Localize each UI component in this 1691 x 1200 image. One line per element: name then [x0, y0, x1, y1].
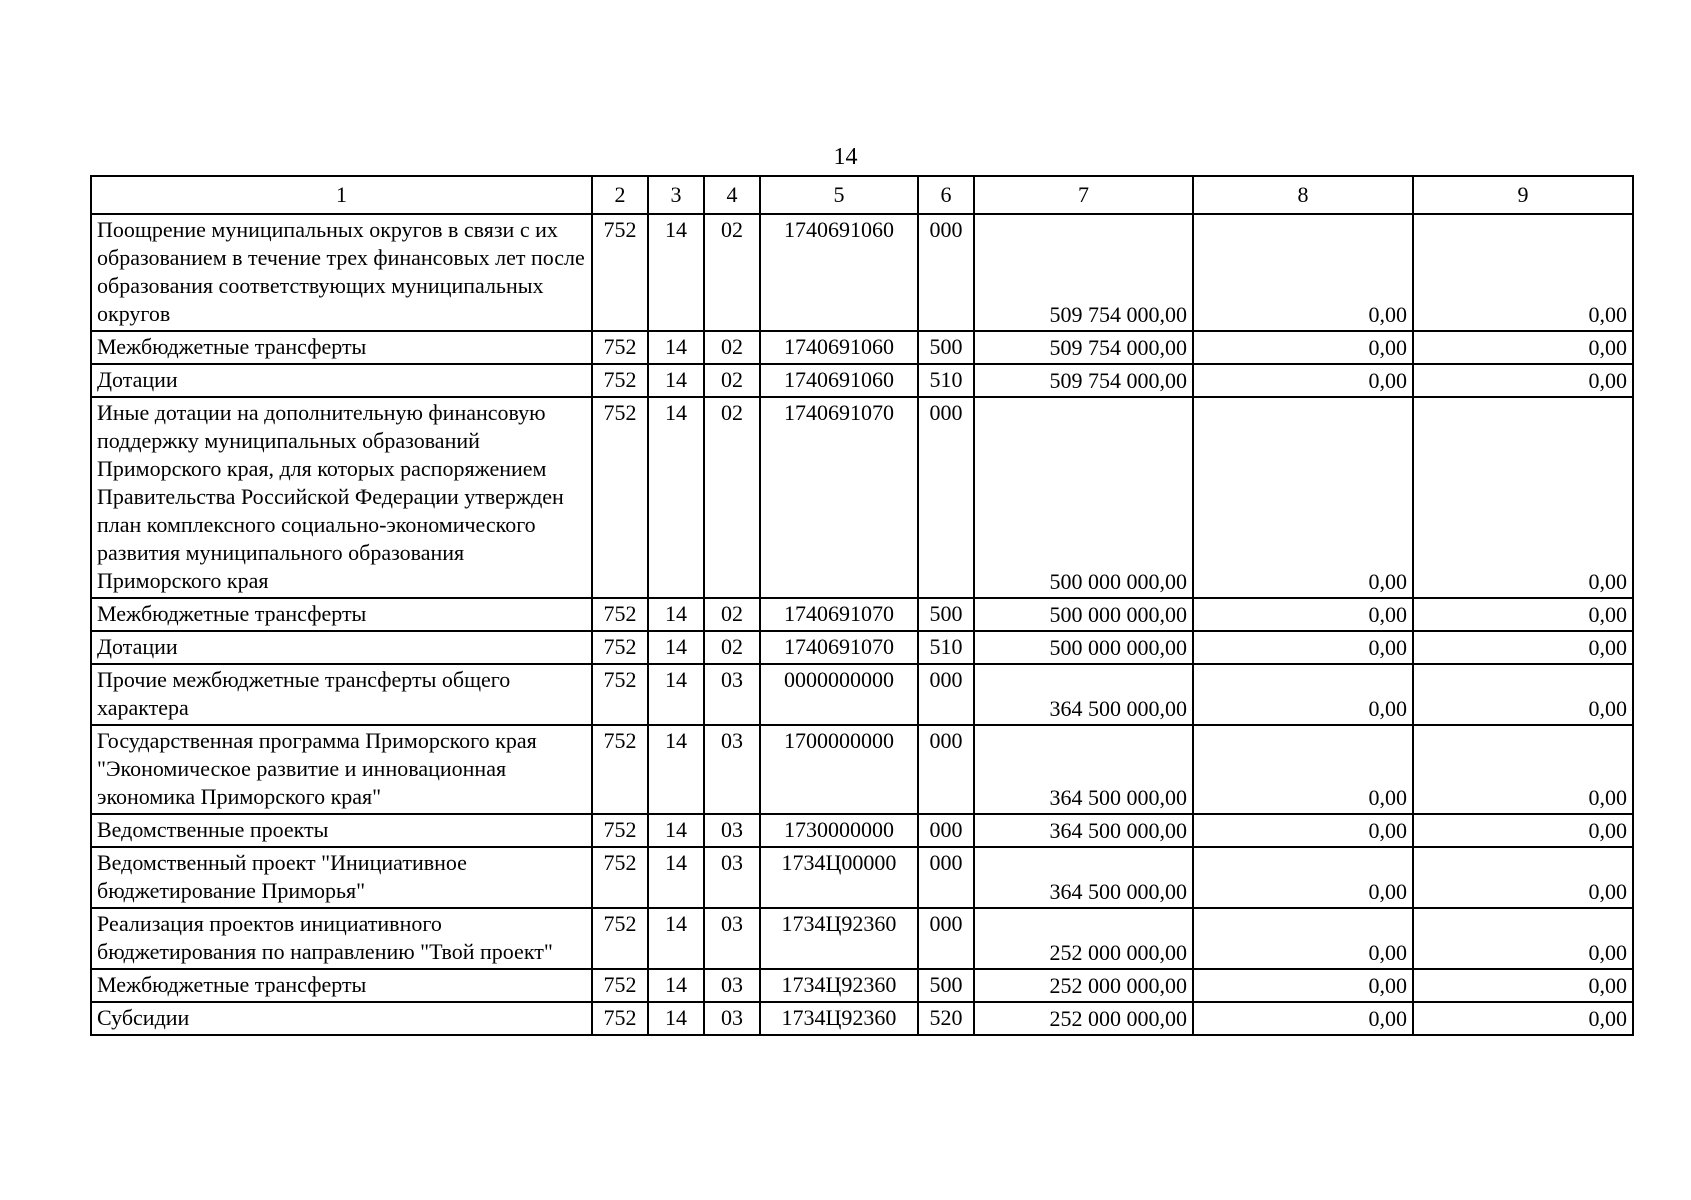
cell-c5: 1740691070 — [760, 397, 918, 598]
cell-c4: 02 — [704, 214, 760, 331]
table-row — [91, 214, 1633, 331]
table-row — [91, 397, 1633, 598]
cell-c9: 0,00 — [1413, 1002, 1633, 1035]
cell-c9: 0,00 — [1413, 664, 1633, 725]
table-row — [91, 814, 1633, 847]
cell-c8: 0,00 — [1193, 814, 1413, 847]
cell-c2: 752 — [592, 969, 648, 1002]
cell-c9: 0,00 — [1413, 598, 1633, 631]
cell-c2: 752 — [592, 598, 648, 631]
column-header: 2 — [592, 176, 648, 214]
cell-c4: 03 — [704, 847, 760, 908]
cell-c6: 000 — [918, 908, 974, 969]
cell-c4: 03 — [704, 969, 760, 1002]
column-header: 3 — [648, 176, 704, 214]
cell-c3: 14 — [648, 631, 704, 664]
cell-c3: 14 — [648, 814, 704, 847]
cell-c4: 02 — [704, 631, 760, 664]
cell-c6: 000 — [918, 214, 974, 331]
column-header: 5 — [760, 176, 918, 214]
cell-c6: 500 — [918, 969, 974, 1002]
cell-c5: 1734Ц92360 — [760, 969, 918, 1002]
cell-c8: 0,00 — [1193, 664, 1413, 725]
cell-c2: 752 — [592, 664, 648, 725]
table-row — [91, 364, 1633, 397]
cell-c3: 14 — [648, 725, 704, 814]
cell-c7: 500 000 000,00 — [974, 598, 1193, 631]
cell-name: Реализация проектов инициативного бюджетирования по направлению "Твой проект" — [91, 908, 592, 969]
cell-c6: 500 — [918, 598, 974, 631]
cell-c6: 510 — [918, 631, 974, 664]
cell-c9: 0,00 — [1413, 908, 1633, 969]
column-header: 7 — [974, 176, 1193, 214]
cell-c7: 364 500 000,00 — [974, 725, 1193, 814]
cell-c8: 0,00 — [1193, 331, 1413, 364]
header-row — [91, 176, 1633, 214]
cell-c2: 752 — [592, 847, 648, 908]
cell-c9: 0,00 — [1413, 969, 1633, 1002]
page-number: 14 — [833, 144, 858, 170]
cell-name: Прочие межбюджетные трансферты общего характера — [91, 664, 592, 725]
column-header: 4 — [704, 176, 760, 214]
table-row — [91, 969, 1633, 1002]
cell-c5: 0000000000 — [760, 664, 918, 725]
table-row — [91, 847, 1633, 908]
column-header: 8 — [1193, 176, 1413, 214]
cell-c3: 14 — [648, 847, 704, 908]
cell-c9: 0,00 — [1413, 631, 1633, 664]
table-row — [91, 1002, 1633, 1035]
cell-c7: 364 500 000,00 — [974, 814, 1193, 847]
cell-c8: 0,00 — [1193, 598, 1413, 631]
table-row — [91, 908, 1633, 969]
cell-c3: 14 — [648, 1002, 704, 1035]
cell-c8: 0,00 — [1193, 725, 1413, 814]
cell-name: Межбюджетные трансферты — [91, 969, 592, 1002]
cell-c3: 14 — [648, 969, 704, 1002]
cell-c8: 0,00 — [1193, 214, 1413, 331]
cell-c6: 500 — [918, 331, 974, 364]
cell-name: Государственная программа Приморского края "Экономическое развитие и инновационная экономика Приморского края" — [91, 725, 592, 814]
cell-c2: 752 — [592, 908, 648, 969]
cell-c7: 500 000 000,00 — [974, 631, 1193, 664]
cell-c6: 000 — [918, 725, 974, 814]
cell-c8: 0,00 — [1193, 847, 1413, 908]
cell-c2: 752 — [592, 1002, 648, 1035]
cell-c7: 252 000 000,00 — [974, 969, 1193, 1002]
cell-c9: 0,00 — [1413, 814, 1633, 847]
cell-c6: 000 — [918, 847, 974, 908]
cell-c4: 02 — [704, 598, 760, 631]
cell-c8: 0,00 — [1193, 397, 1413, 598]
cell-c5: 1700000000 — [760, 725, 918, 814]
table-row — [91, 331, 1633, 364]
cell-name: Субсидии — [91, 1002, 592, 1035]
cell-c6: 510 — [918, 364, 974, 397]
cell-c6: 000 — [918, 397, 974, 598]
cell-c4: 02 — [704, 397, 760, 598]
cell-name: Межбюджетные трансферты — [91, 598, 592, 631]
cell-c8: 0,00 — [1193, 631, 1413, 664]
cell-c6: 000 — [918, 664, 974, 725]
cell-c6: 000 — [918, 814, 974, 847]
cell-c9: 0,00 — [1413, 847, 1633, 908]
cell-c5: 1740691070 — [760, 598, 918, 631]
cell-c3: 14 — [648, 664, 704, 725]
cell-c9: 0,00 — [1413, 397, 1633, 598]
cell-c5: 1730000000 — [760, 814, 918, 847]
cell-c7: 364 500 000,00 — [974, 847, 1193, 908]
cell-c5: 1740691070 — [760, 631, 918, 664]
cell-c4: 03 — [704, 814, 760, 847]
cell-c5: 1740691060 — [760, 331, 918, 364]
cell-name: Межбюджетные трансферты — [91, 331, 592, 364]
cell-c7: 509 754 000,00 — [974, 331, 1193, 364]
cell-c8: 0,00 — [1193, 364, 1413, 397]
cell-c3: 14 — [648, 331, 704, 364]
cell-c3: 14 — [648, 397, 704, 598]
cell-c8: 0,00 — [1193, 1002, 1413, 1035]
cell-c7: 364 500 000,00 — [974, 664, 1193, 725]
column-header: 1 — [91, 176, 592, 214]
cell-c2: 752 — [592, 397, 648, 598]
cell-c4: 02 — [704, 331, 760, 364]
cell-c3: 14 — [648, 364, 704, 397]
cell-c5: 1740691060 — [760, 364, 918, 397]
cell-c5: 1734Ц00000 — [760, 847, 918, 908]
cell-c2: 752 — [592, 725, 648, 814]
table-row — [91, 631, 1633, 664]
column-header: 6 — [918, 176, 974, 214]
cell-c4: 02 — [704, 364, 760, 397]
cell-c2: 752 — [592, 631, 648, 664]
cell-name: Иные дотации на дополнительную финансовую поддержку муниципальных образований Приморского края, для которых распоряжением Правительства Российской Федерации утвержден план комплексного социально-экономического развития муниципального образования Приморского края — [91, 397, 592, 598]
cell-c9: 0,00 — [1413, 331, 1633, 364]
table-row — [91, 725, 1633, 814]
cell-c3: 14 — [648, 598, 704, 631]
cell-c7: 500 000 000,00 — [974, 397, 1193, 598]
cell-c2: 752 — [592, 214, 648, 331]
cell-c2: 752 — [592, 364, 648, 397]
cell-c6: 520 — [918, 1002, 974, 1035]
cell-c9: 0,00 — [1413, 364, 1633, 397]
table-row — [91, 664, 1633, 725]
cell-c4: 03 — [704, 664, 760, 725]
column-header: 9 — [1413, 176, 1633, 214]
cell-c4: 03 — [704, 908, 760, 969]
cell-c4: 03 — [704, 1002, 760, 1035]
cell-c7: 252 000 000,00 — [974, 908, 1193, 969]
cell-name: Поощрение муниципальных округов в связи с их образованием в течение трех финансовых лет после образования соответствующих муниципальных округов — [91, 214, 592, 331]
cell-c9: 0,00 — [1413, 725, 1633, 814]
cell-c2: 752 — [592, 814, 648, 847]
cell-name: Дотации — [91, 631, 592, 664]
cell-c9: 0,00 — [1413, 214, 1633, 331]
cell-name: Ведомственные проекты — [91, 814, 592, 847]
cell-name: Дотации — [91, 364, 592, 397]
cell-name: Ведомственный проект "Инициативное бюджетирование Приморья" — [91, 847, 592, 908]
cell-c8: 0,00 — [1193, 908, 1413, 969]
cell-c5: 1740691060 — [760, 214, 918, 331]
cell-c8: 0,00 — [1193, 969, 1413, 1002]
budget-table — [90, 175, 1634, 1036]
cell-c7: 509 754 000,00 — [974, 364, 1193, 397]
cell-c3: 14 — [648, 214, 704, 331]
table-row — [91, 598, 1633, 631]
cell-c3: 14 — [648, 908, 704, 969]
cell-c2: 752 — [592, 331, 648, 364]
cell-c7: 509 754 000,00 — [974, 214, 1193, 331]
cell-c7: 252 000 000,00 — [974, 1002, 1193, 1035]
cell-c5: 1734Ц92360 — [760, 908, 918, 969]
cell-c4: 03 — [704, 725, 760, 814]
cell-c5: 1734Ц92360 — [760, 1002, 918, 1035]
